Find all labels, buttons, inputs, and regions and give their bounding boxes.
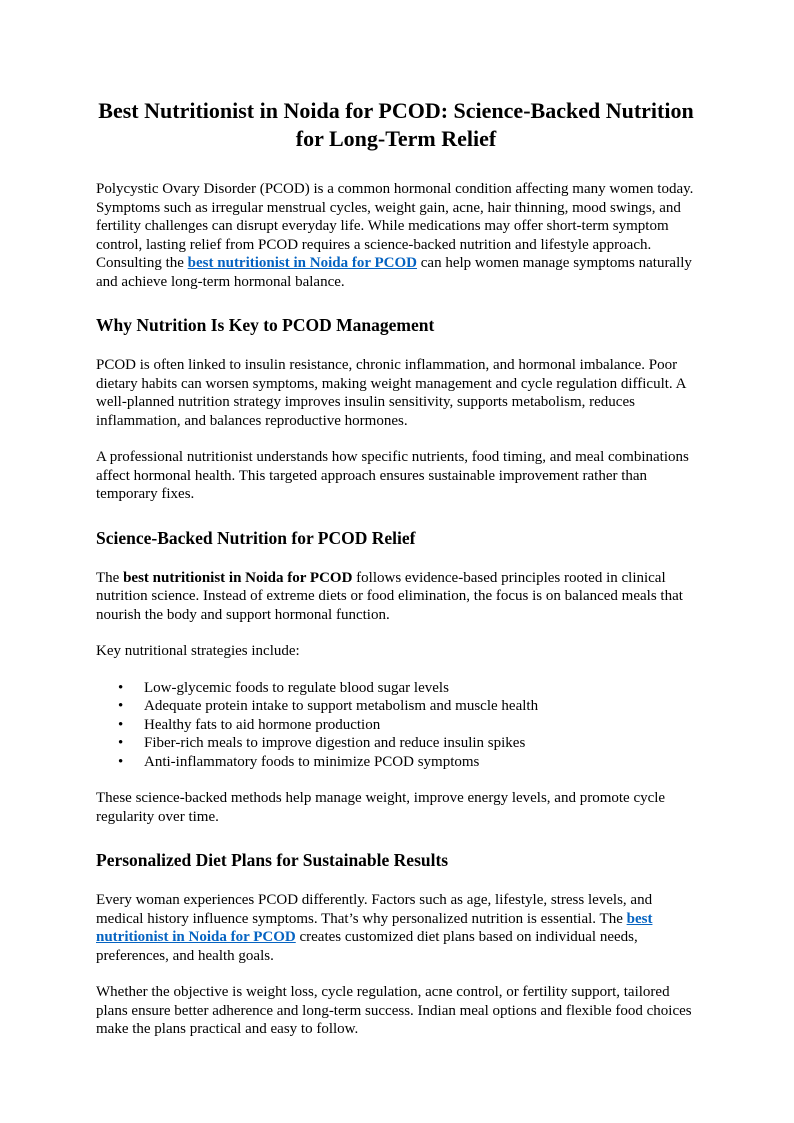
- section3-paragraph-2: Whether the objective is weight loss, cycle regulation, acne control, or fertility support, tailored plans ensure better adherence and long-term success. Indian meal options and flexible food choices make the plans practical and easy to follow.: [96, 984, 692, 1037]
- page-title: Best Nutritionist in Noida for PCOD: Science-Backed Nutrition for Long-Term Relief: [98, 98, 694, 151]
- section3-heading: Personalized Diet Plans for Sustainable Results: [96, 850, 449, 870]
- section2-paragraph-1: [96, 569, 696, 625]
- section2-p1-before: The: [96, 569, 124, 586]
- section2-heading: Science-Backed Nutrition for PCOD Relief: [96, 527, 416, 548]
- section3-keyword-link[interactable]: best nutritionist in Noida for PCOD: [96, 910, 653, 945]
- list-item: [96, 753, 696, 772]
- list-item-text: Adequate protein intake to support metabolism and muscle health: [144, 698, 539, 714]
- bullet-icon: •: [118, 753, 124, 770]
- section1-paragraph-1: PCOD is often linked to insulin resistance, chronic inflammation, and hormonal imbalance. Poor dietary habits can worsen symptoms, making weight management and cycle regulation difficult. A well-planned nutrition strategy improves insulin sensitivity, supports metabolism, reduces inflammation, and balances reproductive hormones.: [96, 357, 686, 429]
- list-item: [96, 679, 696, 698]
- strategy-list: [96, 679, 696, 772]
- section2-p1-after: follows evidence-based principles rooted in clinical nutrition science. Instead of extreme diets or food elimination, the focus is on balanced meals that nourish the body and support hormonal function.: [96, 569, 683, 623]
- document-content: [96, 97, 696, 1039]
- list-item-text: Low-glycemic foods to regulate blood sugar levels: [144, 679, 449, 696]
- intro-paragraph: [96, 180, 696, 291]
- section2-keyword-bold: best nutritionist in Noida for PCOD: [123, 569, 353, 586]
- intro-text-before: Polycystic Ovary Disorder (PCOD) is a common hormonal condition affecting many women today. Symptoms such as irregular menstrual cycles, weight gain, acne, hair thinning, mood swings, and fertility challenges can disrupt everyday life. While medications may offer short-term symptom control, lasting relief from PCOD requires a science-backed nutrition and lifestyle approach. Consulting the: [96, 181, 694, 271]
- section3-paragraph-1: [96, 891, 696, 965]
- section1-paragraph-2: A professional nutritionist understands how specific nutrients, food timing, and meal combinations affect hormonal health. This targeted approach ensures sustainable improvement rather than temporary fixes.: [96, 449, 689, 502]
- section2-paragraph-3: These science-backed methods help manage weight, improve energy levels, and promote cycle regularity over time.: [96, 790, 666, 825]
- list-item: [96, 697, 696, 716]
- bullet-icon: •: [118, 716, 124, 733]
- list-item: [96, 716, 696, 735]
- list-item-text: Fiber-rich meals to improve digestion and reduce insulin spikes: [144, 735, 526, 751]
- intro-text-after: can help women manage symptoms naturally and achieve long-term hormonal balance.: [96, 255, 692, 290]
- list-item-text: Anti-inflammatory foods to minimize PCOD symptoms: [144, 753, 480, 770]
- section1-heading: Why Nutrition Is Key to PCOD Management: [96, 315, 435, 335]
- list-item-text: Healthy fats to aid hormone production: [144, 716, 381, 733]
- intro-keyword-link[interactable]: best nutritionist in Noida for PCOD: [187, 255, 417, 271]
- section3-p1-after: creates customized diet plans based on individual needs, preferences, and health goals.: [96, 929, 638, 964]
- section3-p1-before: Every woman experiences PCOD differently. Factors such as age, lifestyle, stress levels, and medical history influence symptoms. That’s why personalized nutrition is essential. The: [96, 892, 653, 927]
- section2-paragraph-2: Key nutritional strategies include:: [96, 643, 300, 659]
- bullet-icon: •: [118, 735, 124, 751]
- bullet-icon: •: [118, 679, 124, 696]
- bullet-icon: •: [118, 698, 124, 714]
- list-item: [96, 734, 696, 753]
